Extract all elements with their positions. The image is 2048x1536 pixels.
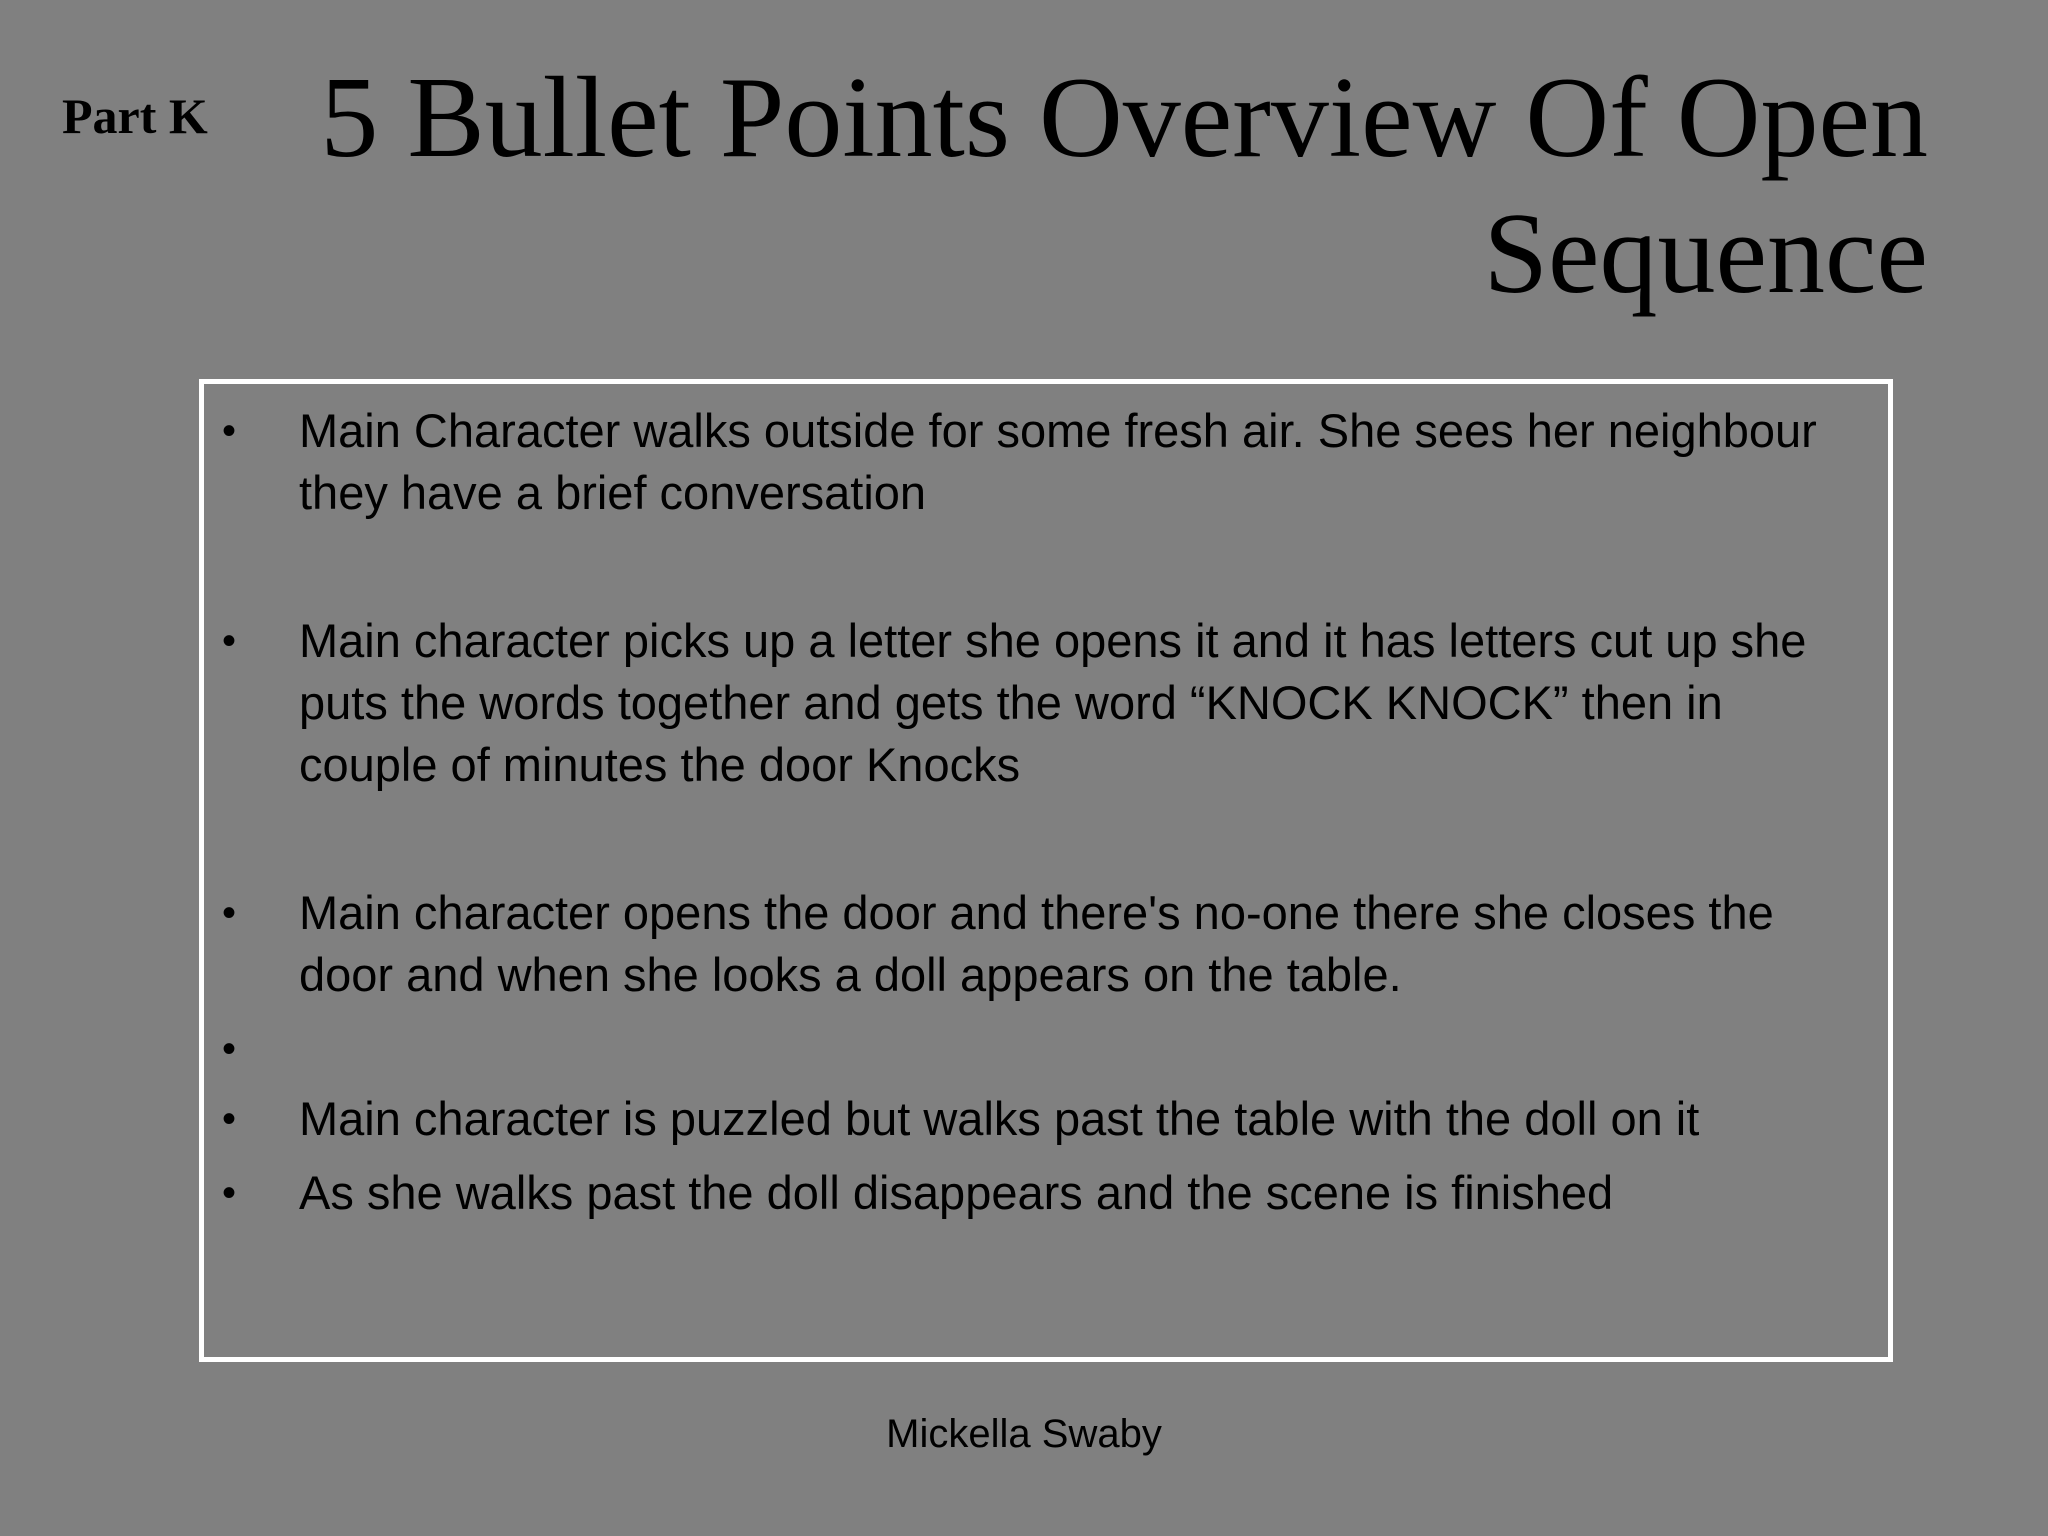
bullet-box <box>199 379 1893 1362</box>
bullet-item <box>204 400 1888 524</box>
bullet-dot: • <box>222 1171 237 1215</box>
bullet-text: Main character opens the door and there's no-one there she closes the door and when she looks a doll appears on the table. <box>299 886 1774 1001</box>
bullet-dot: • <box>222 1027 237 1071</box>
bullet-item <box>204 610 1888 796</box>
bullet-dot: • <box>222 619 237 663</box>
bullet-text: Main character picks up a letter she opens it and it has letters cut up she puts the words together and gets the word “KNOCK KNOCK” then in couple of minutes the door Knocks <box>299 614 1807 791</box>
bullet-item-empty <box>204 1018 1888 1080</box>
bullet-text: As she walks past the doll disappears and the scene is finished <box>299 1166 1614 1219</box>
part-label: Part K <box>62 88 208 144</box>
bullet-list <box>204 400 1888 1236</box>
bullet-dot: • <box>222 409 237 453</box>
author-footer: Mickella Swaby <box>886 1412 1162 1456</box>
slide-title: 5 Bullet Points Overview Of Open Sequence <box>320 54 1928 318</box>
bullet-item <box>204 882 1888 1006</box>
bullet-text: Main character is puzzled but walks past the table with the doll on it <box>299 1092 1700 1145</box>
bullet-item <box>204 1088 1888 1150</box>
bullet-text: Main Character walks outside for some fresh air. She sees her neighbour they have a brief conversation <box>299 404 1817 519</box>
bullet-dot: • <box>222 1097 237 1141</box>
bullet-dot: • <box>222 891 237 935</box>
bullet-item <box>204 1162 1888 1224</box>
